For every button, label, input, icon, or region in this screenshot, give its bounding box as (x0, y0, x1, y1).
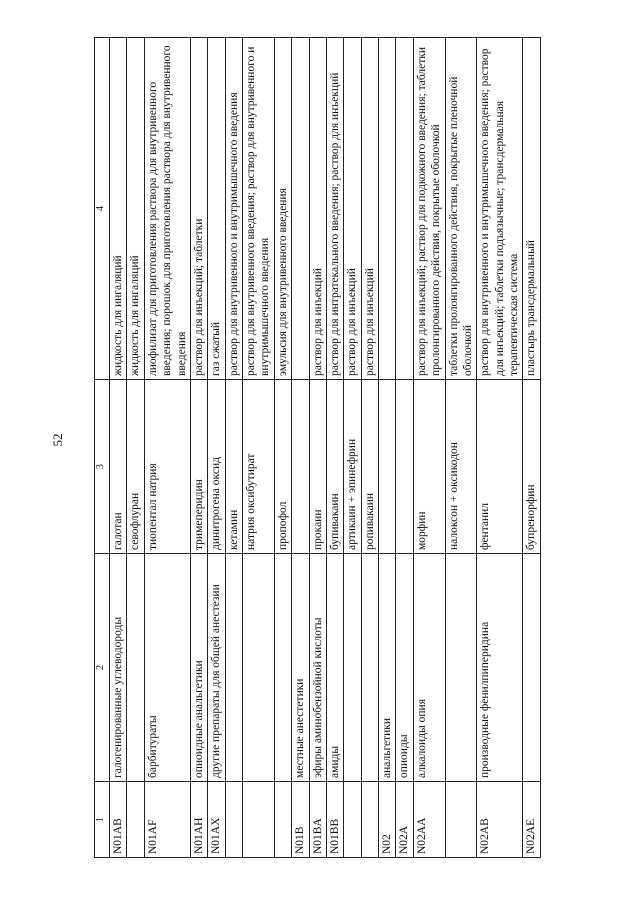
dosage-form-cell (379, 38, 396, 380)
group-name-cell: эфиры аминобензойной кислоты (309, 554, 326, 782)
atc-code-cell: N01AH (190, 782, 207, 858)
group-name-cell: производные фенилпиперидина (477, 554, 523, 782)
page-number: 52 (50, 433, 65, 447)
substance-cell: тримеперидин (190, 380, 207, 554)
group-name-cell: галогенированные углеводороды (110, 554, 127, 782)
atc-code-cell: N01B (292, 782, 309, 858)
dosage-form-cell: лиофилизат для приготовления раствора для внутривенного введения; порошок для приготовления раствора для внутривенного введения (144, 38, 190, 380)
table-body (110, 38, 541, 858)
atc-code-cell: N01AF (144, 782, 190, 858)
dosage-form-cell: пластырь трансдермальный (523, 38, 540, 380)
substance-cell: ропивакаин (361, 380, 378, 554)
rotated-table-container (94, 38, 604, 858)
substance-cell (379, 380, 396, 554)
group-name-cell (127, 554, 144, 782)
group-name-cell (274, 554, 291, 782)
table-row (361, 38, 378, 858)
dosage-form-cell: раствор для инъекций (344, 38, 361, 380)
atc-code-cell (344, 782, 361, 858)
table-row (144, 38, 190, 858)
group-name-cell: опиоидные анальгетики (190, 554, 207, 782)
table-row (208, 38, 225, 858)
substance-cell: севофлуран (127, 380, 144, 554)
table-row (225, 38, 242, 858)
table-row (190, 38, 207, 858)
substance-cell: тиопентал натрия (144, 380, 190, 554)
atc-code-cell (361, 782, 378, 858)
header-col-2: 2 (95, 554, 110, 782)
group-name-cell: другие препараты для общей анестезии (208, 554, 225, 782)
table-row (477, 38, 523, 858)
table-row (344, 38, 361, 858)
table-row (309, 38, 326, 858)
dosage-form-cell: раствор для интратекального введения; раствор для инъекций (326, 38, 343, 380)
atc-code-cell: N02A (396, 782, 413, 858)
substance-cell: морфин (413, 380, 445, 554)
dosage-form-cell: раствор для внутривенного и внутримышечного введения (225, 38, 242, 380)
atc-code-cell: N01BA (309, 782, 326, 858)
table-row (523, 38, 540, 858)
header-col-1: 1 (95, 782, 110, 858)
dosage-form-cell: жидкость для ингаляций (110, 38, 127, 380)
group-name-cell: анальгетики (379, 554, 396, 782)
atc-code-cell (127, 782, 144, 858)
group-name-cell (243, 554, 275, 782)
substance-cell: бупренорфин (523, 380, 540, 554)
substance-cell: фентанил (477, 380, 523, 554)
substance-cell: кетамин (225, 380, 242, 554)
atc-code-cell: N02 (379, 782, 396, 858)
substance-cell: прокаин (309, 380, 326, 554)
group-name-cell: опиоиды (396, 554, 413, 782)
atc-code-cell: N01AX (208, 782, 225, 858)
group-name-cell (344, 554, 361, 782)
dosage-form-cell: эмульсия для внутривенного введения (274, 38, 291, 380)
dosage-form-cell: раствор для внутривенного и внутримышечного введения; раствор для инъекций; таблетки подъязычные; трансдермальная терапевтическая система (477, 38, 523, 380)
group-name-cell: алкалоиды опия (413, 554, 445, 782)
dosage-form-cell: таблетки пролонгированного действия, покрытые пленочной оболочкой (445, 38, 477, 380)
table-row (274, 38, 291, 858)
atc-code-cell: N02AE (523, 782, 540, 858)
table-row (243, 38, 275, 858)
group-name-cell: местные анестетики (292, 554, 309, 782)
atc-code-cell: N01AB (110, 782, 127, 858)
group-name-cell: амиды (326, 554, 343, 782)
atc-code-cell: N01BB (326, 782, 343, 858)
dosage-form-cell: раствор для инъекций; таблетки (190, 38, 207, 380)
dosage-form-cell: раствор для внутривенного введения; раствор для внутривенного и внутримышечного введения (243, 38, 275, 380)
drug-classification-table (94, 37, 541, 858)
substance-cell (292, 380, 309, 554)
table-row (396, 38, 413, 858)
table-row (292, 38, 309, 858)
group-name-cell: барбитураты (144, 554, 190, 782)
dosage-form-cell: раствор для инъекций (309, 38, 326, 380)
table-row (326, 38, 343, 858)
atc-code-cell (225, 782, 242, 858)
group-name-cell (445, 554, 477, 782)
dosage-form-cell (292, 38, 309, 380)
group-name-cell (361, 554, 378, 782)
substance-cell: натрия оксибутират (243, 380, 275, 554)
substance-cell: динитрогена оксид (208, 380, 225, 554)
group-name-cell (523, 554, 540, 782)
substance-cell: пропофол (274, 380, 291, 554)
dosage-form-cell (396, 38, 413, 380)
header-col-3: 3 (95, 380, 110, 554)
table-row (110, 38, 127, 858)
table-row (127, 38, 144, 858)
atc-code-cell: N02AB (477, 782, 523, 858)
atc-code-cell (243, 782, 275, 858)
table-header-row (95, 38, 110, 858)
substance-cell: бупивакаин (326, 380, 343, 554)
dosage-form-cell: раствор для инъекций (361, 38, 378, 380)
substance-cell: галотан (110, 380, 127, 554)
dosage-form-cell: жидкость для ингаляций (127, 38, 144, 380)
substance-cell: налоксон + оксикодон (445, 380, 477, 554)
atc-code-cell (274, 782, 291, 858)
header-col-4: 4 (95, 38, 110, 380)
group-name-cell (225, 554, 242, 782)
atc-code-cell (445, 782, 477, 858)
substance-cell: артикаин + эпинефрин (344, 380, 361, 554)
substance-cell (396, 380, 413, 554)
atc-code-cell: N02AA (413, 782, 445, 858)
dosage-form-cell: газ сжатый (208, 38, 225, 380)
table-row (445, 38, 477, 858)
table-row (379, 38, 396, 858)
dosage-form-cell: раствор для инъекций; раствор для подкожного введения; таблетки пролонгированного действия, покрытые оболочкой (413, 38, 445, 380)
table-row (413, 38, 445, 858)
